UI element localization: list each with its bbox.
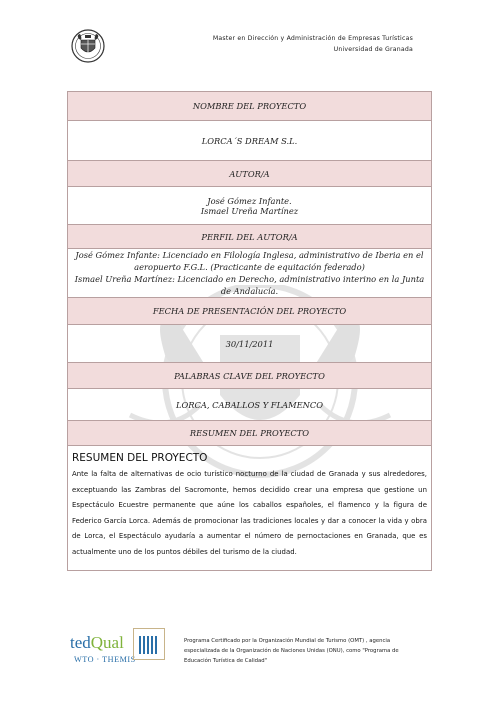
logo-brand-b: Qual: [90, 633, 124, 652]
footer-certification-text: Programa Certificado por la Organización Mundial de Turismo (OMT) , agencia especializada de la Organización de Naciones Unidas (ONU), como "Programa de Educación Turística de Calidad": [184, 638, 399, 664]
profile-label: PERFIL DEL AUTOR/A: [68, 225, 432, 249]
author-2: Ismael Ureña Martínez: [200, 205, 299, 216]
document-header: [213, 33, 413, 55]
profile-1: José Gómez Infante: Licenciado en Filología Inglesa, administrativo de Iberia en el aeropuerto F.G.L. (Practicante de equitación federado): [75, 250, 424, 272]
tedqual-logo: [70, 628, 165, 670]
logo-building-icon: [133, 628, 165, 660]
profile-2: Ismael Ureña Martínez: Licenciado en Derecho, administrativo interino en la Junta de Andalucía.: [74, 274, 425, 296]
keywords-value: LORCA, CABALLOS Y FLAMENCO: [68, 389, 432, 421]
summary-title: RESUMEN DEL PROYECTO: [72, 452, 208, 464]
logo-brand-a: ted: [70, 633, 91, 652]
author-label: AUTOR/A: [68, 161, 432, 187]
author-values: [68, 187, 432, 225]
profile-values: [68, 249, 432, 298]
logo-subtitle: WTO · THEMIS: [74, 655, 136, 664]
date-label: FECHA DE PRESENTACIÓN DEL PROYECTO: [68, 298, 432, 325]
summary-text: Ante la falta de alternativas de ocio turístico nocturno de la ciudad de Granada y sus alrededores, exceptuando las Zambras del Sacromonte, hemos decidido crear una empresa que gestione un Espectáculo Ecuestre permanente que aúne los caballos españoles, el flamenco y la figura de Federico García Lorca. Además de promocionar las tradiciones locales y dar a conocer la vida y obra de Lorca, el Espectáculo ayudaría a aumentar el número de pernoctaciones en Granada, que es actualmente uno de los puntos débiles del turismo de la ciudad.: [72, 470, 427, 556]
date-value: 30/11/2011: [68, 325, 432, 363]
header-university: Universidad de Granada: [333, 46, 413, 53]
keywords-label: PALABRAS CLAVE DEL PROYECTO: [68, 363, 432, 389]
university-crest-logo: [71, 29, 105, 63]
author-1: José Gómez Infante.: [207, 195, 292, 206]
summary-cell: [68, 446, 432, 571]
summary-label: RESUMEN DEL PROYECTO: [68, 421, 432, 446]
project-name-label: NOMBRE DEL PROYECTO: [68, 92, 432, 121]
project-name-value: LORCA´S DREAM S.L.: [68, 121, 432, 161]
header-program: Master en Dirección y Administración de Empresas Turísticas: [212, 35, 413, 42]
project-form-table: [67, 91, 432, 571]
